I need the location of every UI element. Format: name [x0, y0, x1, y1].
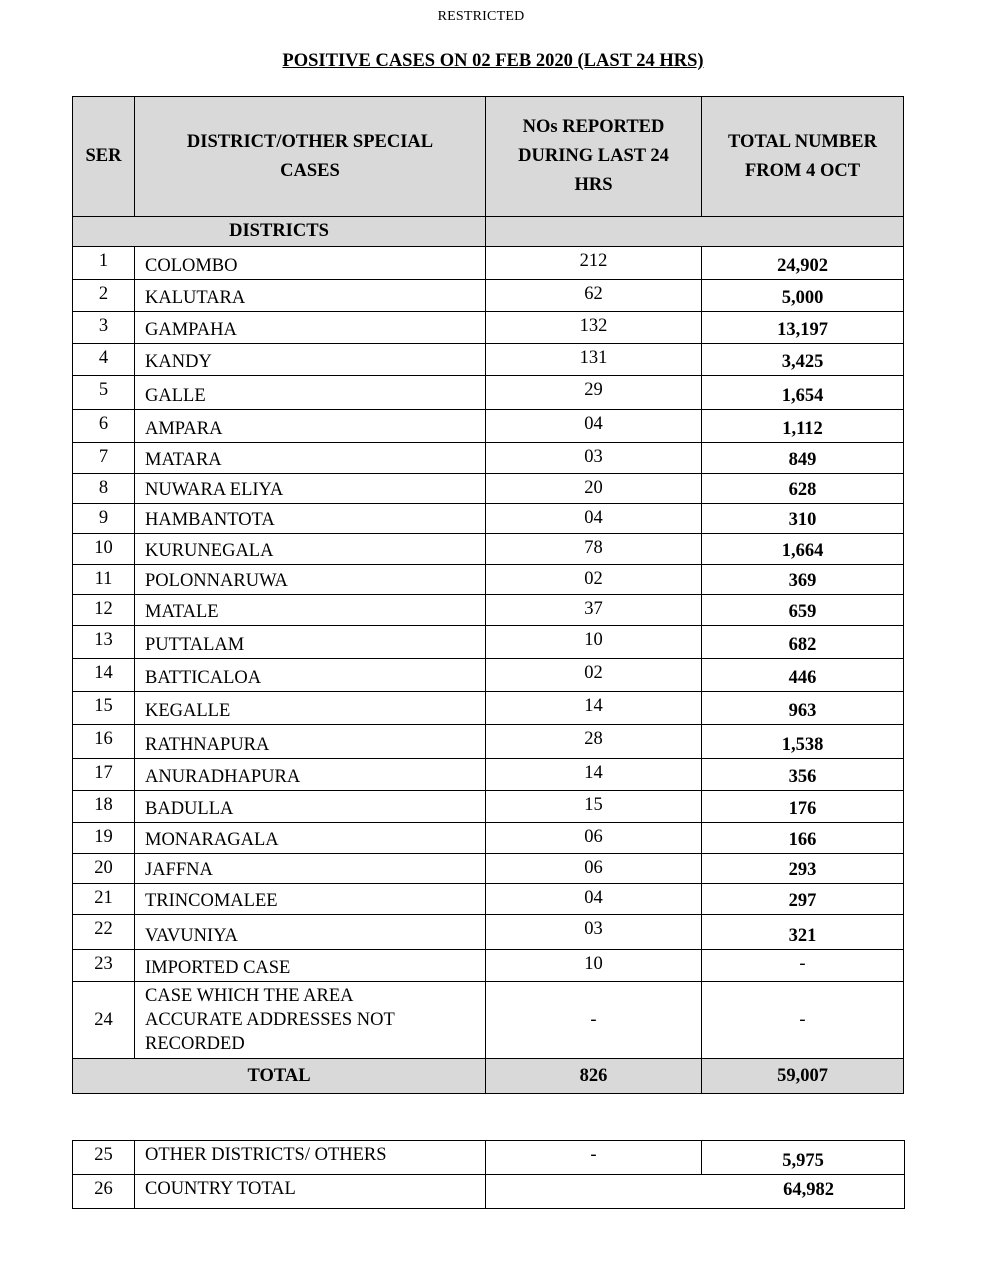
table-row — [73, 759, 904, 791]
table-row — [73, 247, 904, 280]
table-row — [73, 595, 904, 626]
table-row — [73, 823, 904, 854]
district-cases-table — [72, 96, 904, 1094]
row-total: - — [702, 950, 904, 982]
row-last24: 04 — [486, 884, 702, 915]
row-name-line: CASE WHICH THE AREA — [145, 986, 354, 1006]
row-district-name: POLONNARUWA — [135, 565, 486, 595]
row-district-name: MONARAGALA — [135, 823, 486, 854]
row-district-name — [135, 982, 486, 1059]
row-last24: 10 — [486, 626, 702, 659]
summary-table — [72, 1140, 905, 1209]
row-district-name: ANURADHAPURA — [135, 759, 486, 791]
row-last24: 14 — [486, 759, 702, 791]
table-row — [73, 725, 904, 759]
section-row-districts — [73, 217, 904, 247]
row-total: 293 — [702, 854, 904, 884]
row-last24: 15 — [486, 791, 702, 823]
col-header-ser: SER — [73, 97, 135, 217]
row-total: 1,654 — [702, 376, 904, 410]
row-ser: 3 — [73, 312, 135, 344]
document-title: POSITIVE CASES ON 02 FEB 2020 (LAST 24 HRS) — [282, 51, 704, 71]
row-ser: 11 — [73, 565, 135, 595]
row-total: 176 — [702, 791, 904, 823]
row-ser: 21 — [73, 884, 135, 915]
total-label: TOTAL — [73, 1059, 486, 1094]
row-total: - — [702, 982, 904, 1059]
row-district-name: JAFFNA — [135, 854, 486, 884]
row-total: 628 — [702, 474, 904, 504]
row-total: 297 — [702, 884, 904, 915]
row-total: 369 — [702, 565, 904, 595]
table-row — [73, 410, 904, 443]
row-total: 24,902 — [702, 247, 904, 280]
row-total: 1,664 — [702, 534, 904, 565]
row-last24: 131 — [486, 344, 702, 376]
row-total: 3,425 — [702, 344, 904, 376]
row-ser: 12 — [73, 595, 135, 626]
table-row-24 — [73, 982, 904, 1059]
row-ser: 6 — [73, 410, 135, 443]
row-ser: 16 — [73, 725, 135, 759]
table-row — [73, 376, 904, 410]
row-last24: 04 — [486, 504, 702, 534]
row-district-name: VAVUNIYA — [135, 915, 486, 950]
row-ser: 18 — [73, 791, 135, 823]
row-ser: 10 — [73, 534, 135, 565]
table-row — [73, 565, 904, 595]
row-district-name: BADULLA — [135, 791, 486, 823]
row-ser: 25 — [73, 1141, 135, 1175]
section-blank — [486, 217, 904, 247]
table-row — [73, 312, 904, 344]
row-district-name: COUNTRY TOTAL — [135, 1175, 486, 1209]
row-district-name: MATARA — [135, 443, 486, 474]
row-ser: 26 — [73, 1175, 135, 1209]
row-ser: 17 — [73, 759, 135, 791]
row-ser: 1 — [73, 247, 135, 280]
row-total: 5,975 — [702, 1141, 905, 1175]
row-district-name: KURUNEGALA — [135, 534, 486, 565]
table-row — [73, 659, 904, 692]
col-header-district: DISTRICT/OTHER SPECIAL CASES — [135, 97, 486, 217]
row-district-name: COLOMBO — [135, 247, 486, 280]
row-ser: 5 — [73, 376, 135, 410]
row-district-name: TRINCOMALEE — [135, 884, 486, 915]
row-last24: 28 — [486, 725, 702, 759]
row-last24: 132 — [486, 312, 702, 344]
table-row — [73, 626, 904, 659]
row-country-total: 64,982 — [486, 1175, 905, 1209]
total-last24: 826 — [486, 1059, 702, 1094]
row-ser: 14 — [73, 659, 135, 692]
classification-label: RESTRICTED — [437, 9, 525, 24]
table-row — [73, 474, 904, 504]
row-last24: - — [486, 1141, 702, 1175]
row-district-name: KEGALLE — [135, 692, 486, 725]
row-total: 166 — [702, 823, 904, 854]
table-row — [73, 915, 904, 950]
row-district-name: BATTICALOA — [135, 659, 486, 692]
row-total: 356 — [702, 759, 904, 791]
row-last24: 04 — [486, 410, 702, 443]
row-last24: 29 — [486, 376, 702, 410]
row-last24: - — [486, 982, 702, 1059]
row-last24: 03 — [486, 915, 702, 950]
table-row — [73, 534, 904, 565]
table-row — [73, 443, 904, 474]
table-row — [73, 950, 904, 982]
table-row-26 — [73, 1175, 905, 1209]
row-last24: 02 — [486, 659, 702, 692]
row-ser: 7 — [73, 443, 135, 474]
row-ser: 13 — [73, 626, 135, 659]
row-district-name: MATALE — [135, 595, 486, 626]
row-total: 310 — [702, 504, 904, 534]
row-last24: 37 — [486, 595, 702, 626]
row-ser: 2 — [73, 280, 135, 312]
row-last24: 06 — [486, 823, 702, 854]
row-name-line: RECORDED — [145, 1034, 245, 1054]
section-label: DISTRICTS — [73, 217, 486, 247]
row-total: 682 — [702, 626, 904, 659]
row-last24: 20 — [486, 474, 702, 504]
row-district-name: NUWARA ELIYA — [135, 474, 486, 504]
row-ser: 4 — [73, 344, 135, 376]
row-total: 849 — [702, 443, 904, 474]
row-total: 1,538 — [702, 725, 904, 759]
row-total: 321 — [702, 915, 904, 950]
row-district-name: GALLE — [135, 376, 486, 410]
row-ser: 24 — [73, 982, 135, 1059]
row-district-name: GAMPAHA — [135, 312, 486, 344]
row-district-name: IMPORTED CASE — [135, 950, 486, 982]
row-last24: 06 — [486, 854, 702, 884]
col-header-total: TOTAL NUMBER FROM 4 OCT — [702, 97, 904, 217]
row-ser: 20 — [73, 854, 135, 884]
row-last24: 10 — [486, 950, 702, 982]
row-ser: 22 — [73, 915, 135, 950]
table-row — [73, 884, 904, 915]
row-ser: 9 — [73, 504, 135, 534]
row-total: 659 — [702, 595, 904, 626]
row-district-name: KALUTARA — [135, 280, 486, 312]
table-row — [73, 854, 904, 884]
row-ser: 19 — [73, 823, 135, 854]
row-total: 963 — [702, 692, 904, 725]
row-last24: 62 — [486, 280, 702, 312]
col-header-last24: NOs REPORTED DURING LAST 24 HRS — [486, 97, 702, 217]
row-district-name: PUTTALAM — [135, 626, 486, 659]
row-total: 13,197 — [702, 312, 904, 344]
row-last24: 14 — [486, 692, 702, 725]
row-district-name: RATHNAPURA — [135, 725, 486, 759]
row-total: 1,112 — [702, 410, 904, 443]
table-row — [73, 791, 904, 823]
total-row — [73, 1059, 904, 1094]
row-last24: 78 — [486, 534, 702, 565]
row-name-line: ACCURATE ADDRESSES NOT — [145, 1010, 395, 1030]
row-district-name: OTHER DISTRICTS/ OTHERS — [135, 1141, 486, 1175]
row-district-name: HAMBANTOTA — [135, 504, 486, 534]
table-row — [73, 504, 904, 534]
table-row — [73, 280, 904, 312]
total-overall: 59,007 — [702, 1059, 904, 1094]
table-row-25 — [73, 1141, 905, 1175]
table-row — [73, 344, 904, 376]
table-row — [73, 692, 904, 725]
row-last24: 02 — [486, 565, 702, 595]
row-total: 5,000 — [702, 280, 904, 312]
row-ser: 15 — [73, 692, 135, 725]
row-district-name: KANDY — [135, 344, 486, 376]
row-last24: 212 — [486, 247, 702, 280]
table-header-row — [73, 97, 904, 217]
row-ser: 23 — [73, 950, 135, 982]
row-ser: 8 — [73, 474, 135, 504]
row-total: 446 — [702, 659, 904, 692]
row-district-name: AMPARA — [135, 410, 486, 443]
row-last24: 03 — [486, 443, 702, 474]
